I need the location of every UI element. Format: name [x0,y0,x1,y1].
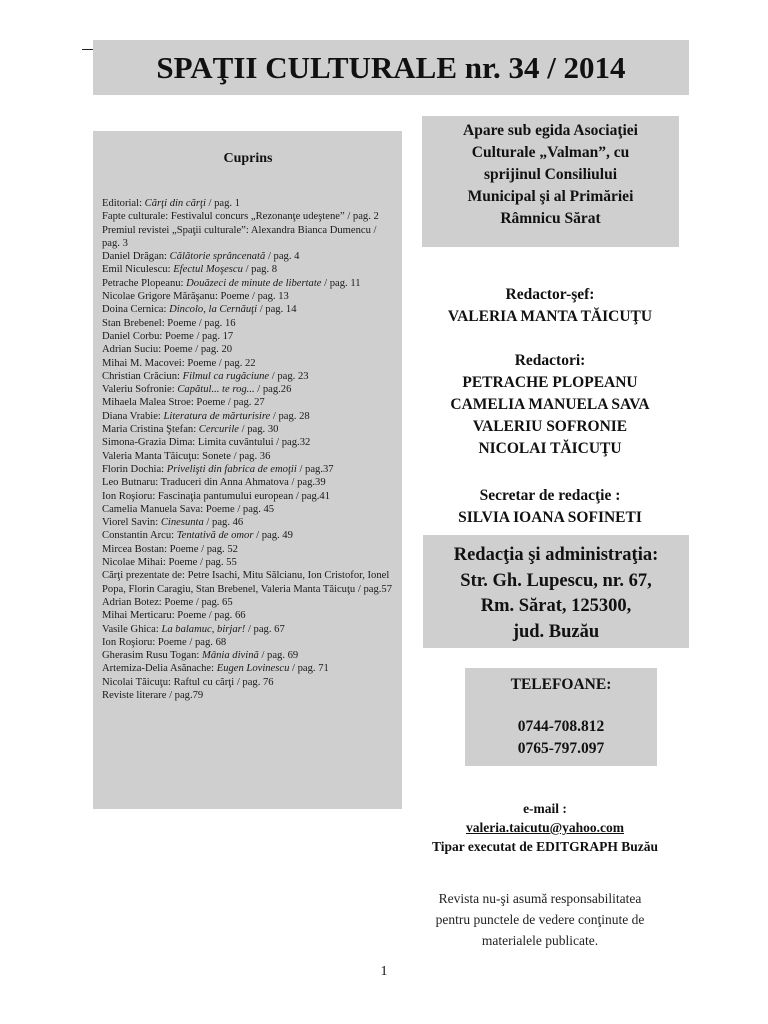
toc-entry-text: / pag. 11 [321,277,361,289]
toc-entry [102,543,394,556]
disclaimer [400,888,680,951]
publisher-line: Râmnicu Sărat [500,210,601,227]
toc-entry-text: Ion Roşioru: Fascinaţia pantumului european / pag.41 [102,490,331,502]
chief-editor-name: VALERIA MANTA TĂICUŢU [447,308,653,325]
toc-entry-text: / pag. 23 [269,370,309,382]
disclaimer-line: materialele publicate. [481,933,599,948]
toc-entry-text: Mihai M. Macovei: Poeme / pag. 22 [102,357,256,369]
toc-entry-text: Leo Butnaru: Traduceri din Anna Ahmatova / pag.39 [102,477,326,489]
toc-entry-text: Adrian Botez: Poeme / pag. 65 [102,596,233,608]
toc-entry-text: / pag. 1 [205,198,241,209]
toc-entry-text: / pag.26 [254,384,292,396]
contact-block [395,799,695,856]
toc-entry [102,636,394,649]
toc-entry-text: Nicolae Mihai: Poeme / pag. 55 [102,557,237,569]
toc-entry-text: / pag. 69 [258,650,299,662]
toc-entry [102,503,394,516]
toc-entry-text: / pag. 28 [270,410,310,422]
toc-entry-work-title: Cinesunta [160,517,204,529]
toc-entry-text: Christian Crăciun: [102,370,183,382]
email-link[interactable]: valeria.taicutu@yahoo.com [465,820,625,835]
toc-entry-text: / pag. 30 [239,424,279,436]
toc-entry [102,596,394,609]
toc-entry-work-title: Literatura de mărturisire [163,410,271,422]
publisher-line: Culturale „Valman”, cu [471,144,630,161]
toc-entry-text: Diana Vrabie: [102,410,164,422]
toc-entry-text: Cărţi prezentate de: Petre Isachi, Mitu Sălcianu, Ion Cristofor, Ionel Popa, Florin Caragiu, Stan Brebenel, Valeria Manta Tăicuţu / pag.57 [102,570,392,595]
toc-entry [102,676,394,689]
toc-entry [102,370,394,383]
toc-entry-text: Valeria Manta Tăicuţu: Sonete / pag. 36 [102,450,271,462]
toc-entry-text: Simona-Grazia Dima: Limita cuvântului / pag.32 [102,437,311,449]
toc-entry-text: Constantin Arcu: [102,530,177,542]
chief-editor-block [410,284,690,328]
toc-entry-text: / pag. 46 [203,517,244,529]
phone-number: 0744-708.812 [517,718,605,735]
toc-entry-text: Fapte culturale: Festivalul concurs „Rezonanţe udeştene” / pag. 2 [102,211,379,223]
toc-entry-work-title: Călătorie sprâncenată [169,251,266,263]
toc-entry-text: Gherasim Rusu Togan: [102,650,202,662]
toc-entry [102,450,394,463]
toc-entry [102,556,394,569]
table-of-contents [93,131,402,809]
toc-entry-work-title: Eugen Lovinescu [216,663,290,675]
toc-entry [102,343,394,356]
editors-block [410,350,690,460]
publisher-line: sprijinul Consiliului [483,166,618,183]
toc-entry-work-title: La balamuc, birjar! [161,623,246,635]
toc-entry-text: Maria Cristina Ştefan: [102,424,199,436]
address-box [423,535,689,648]
toc-entry [102,436,394,449]
toc-entry-text: Mihai Merticaru: Poeme / pag. 66 [102,610,246,622]
toc-entry-text: Daniel Drăgan: [102,251,170,263]
toc-entry [102,224,394,251]
toc-entry [102,649,394,662]
disclaimer-line: Revista nu-şi asumă responsabilitatea [438,891,642,906]
magazine-title: SPAŢII CULTURALE nr. 34 / 2014 [93,40,689,95]
toc-entry-work-title: Capătul... te rog... [177,384,255,396]
toc-entry [102,290,394,303]
toc-entry-text: / pag. 4 [265,251,300,263]
toc-entry-text: Emil Niculescu: [102,264,174,276]
toc-entry [102,569,394,596]
toc-entry [102,623,394,636]
toc-entry-text: Stan Brebenel: Poeme / pag. 16 [102,317,236,329]
toc-entry-text: Nicolai Tăicuţu: Raftul cu cărţi / pag. 76 [102,676,274,688]
secretary-label: Secretar de redacţie : [479,487,621,504]
toc-entry-work-title: Efectul Moşescu [173,264,243,276]
print-credit: Tipar executat de EDITGRAPH Buzău [431,839,658,854]
address-line: jud. Buzău [512,621,600,642]
phones-label: TELEFOANE: [510,676,612,693]
toc-entry-text: Reviste literare / pag.79 [102,689,204,701]
toc-entry [102,689,394,702]
toc-entry-text: Petrache Plopeanu: [102,277,187,289]
toc-entry-work-title: Dincolo, la Cernăuţi [169,304,258,316]
toc-entry-work-title: Douăzeci de minute de libertate [186,277,322,289]
toc-entry [102,476,394,489]
editor-name: VALERIU SOFRONIE [472,418,628,435]
toc-entry-text: Nicolae Grigore Mărăşanu: Poeme / pag. 13 [102,291,289,303]
toc-entry [102,490,394,503]
toc-entry [102,197,394,210]
toc-entry-text: / pag. 71 [289,663,329,675]
editor-name: CAMELIA MANUELA SAVA [450,396,650,413]
toc-entry-work-title: Tentativă de omor [176,530,254,542]
toc-entry [102,330,394,343]
toc-entry-text: / pag.37 [296,463,334,475]
toc-entry [102,516,394,529]
toc-entry [102,529,394,542]
toc-entry-text: Mircea Bostan: Poeme / pag. 52 [102,543,238,555]
toc-entry [102,357,394,370]
toc-entry-text: Artemiza-Delia Asănache: [102,663,217,675]
toc-entry [102,383,394,396]
secretary-block [410,485,690,529]
toc-entry-text: Doina Cernica: [102,304,170,316]
toc-entry [102,609,394,622]
toc-entry [102,303,394,316]
toc-entry-text: / pag. 67 [245,623,285,635]
toc-entry-text: / pag. 49 [253,530,293,542]
toc-entry [102,263,394,276]
disclaimer-line: pentru punctele de vedere conţinute de [435,912,645,927]
toc-entry-text: / pag. 14 [257,304,297,316]
toc-entry-work-title: Cărţi din cărţi [144,198,206,209]
toc-entry-text: Daniel Corbu: Poeme / pag. 17 [102,330,234,342]
page-number: 1 [380,964,388,979]
toc-entry-text: Vasile Ghica: [102,623,162,635]
toc-entry [102,463,394,476]
toc-entry [102,396,394,409]
toc-entry-text: Mihaela Malea Stroe: Poeme / pag. 27 [102,397,265,409]
toc-entry [102,423,394,436]
secretary-name: SILVIA IOANA SOFINETI [458,509,642,526]
toc-entry-text: Ion Roşioru: Poeme / pag. 68 [102,636,227,648]
toc-entry [102,250,394,263]
phone-number: 0765-797.097 [517,740,605,757]
publisher-line: Apare sub egida Asociaţiei [463,122,638,139]
toc-entry-text: Viorel Savin: [102,517,161,529]
toc-entry [102,210,394,223]
toc-entry-work-title: Mânia divină [202,650,259,662]
toc-entry-text: Adrian Suciu: Poeme / pag. 20 [102,344,233,356]
toc-entry [102,662,394,675]
address-line: Str. Gh. Lupescu, nr. 67, [460,570,652,591]
toc-entry-work-title: Privelişti din fabrica de emoţii [166,463,297,475]
chief-editor-label: Redactor-şef: [505,286,595,303]
toc-entry-text: Camelia Manuela Sava: Poeme / pag. 45 [102,503,275,515]
toc-entry-text: / pag. 8 [242,264,278,276]
editor-name: PETRACHE PLOPEANU [462,374,638,391]
editors-label: Redactori: [514,352,586,369]
publisher-notice [422,116,679,247]
address-line: Redacţia şi administraţia: [453,545,659,565]
toc-entry [102,410,394,423]
toc-list [102,197,394,702]
toc-entry-text: Premiul revistei „Spaţii culturale”: Alexandra Bianca Dumencu / pag. 3 [102,224,377,249]
toc-entry-text: Valeriu Sofronie: [102,384,178,396]
toc-heading: Cuprins [223,151,273,166]
toc-entry [102,277,394,290]
address-line: Rm. Sărat, 125300, [480,596,632,616]
toc-entry [102,317,394,330]
publisher-line: Municipal şi al Primăriei [467,188,634,205]
toc-entry-work-title: Filmul ca rugăciune [182,370,270,382]
toc-entry-work-title: Cercurile [198,424,240,436]
toc-entry-text: Editorial: [102,198,145,209]
editor-name: NICOLAI TĂICUŢU [478,440,622,457]
phones-box [465,668,657,766]
toc-entry-text: Florin Dochia: [102,463,167,475]
email-label: e-mail : [523,801,567,816]
